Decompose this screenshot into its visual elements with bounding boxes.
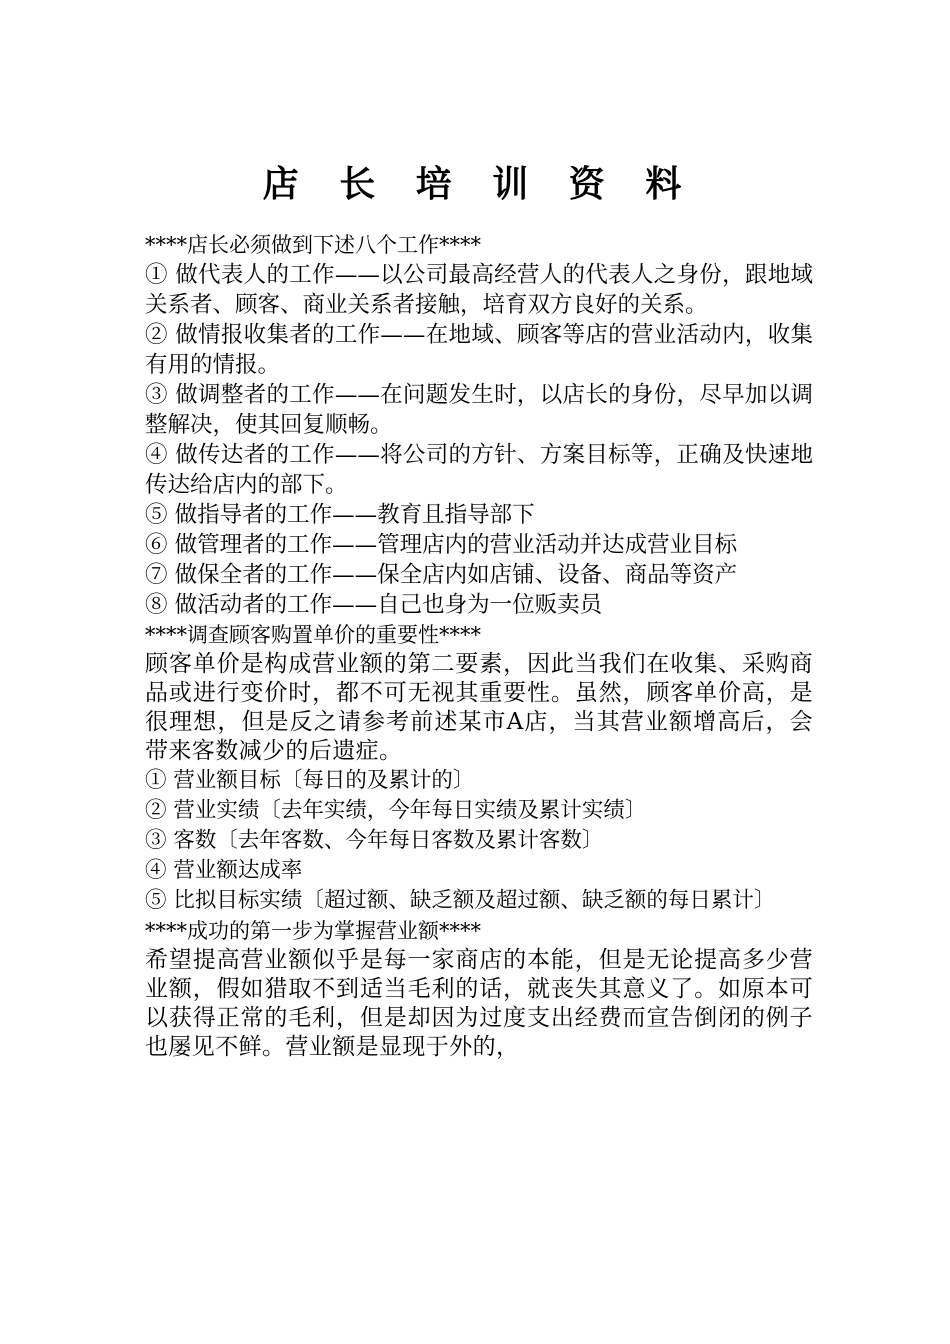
- document-title: 店 长 培 训 资 料: [262, 163, 696, 205]
- metric-item-1: ① 营业额目标〔每日的及累计的〕: [145, 768, 475, 793]
- metric-item-3: ③ 客数〔去年客数、今年每日客数及累计客数〕: [145, 828, 604, 853]
- metric-item-2: ② 营业实绩〔去年实绩，今年每日实绩及累计实绩〕: [145, 798, 647, 823]
- duty-item-8: ⑧ 做活动者的工作——自己也身为一位贩卖员: [145, 592, 603, 618]
- section-heading-sales: ****成功的第一步为掌握营业额****: [145, 919, 481, 943]
- duty-item-6: ⑥ 做管理者的工作——管理店内的营业活动并达成营业目标: [145, 532, 738, 558]
- duty-item-5: ⑤ 做指导者的工作——教育且指导部下: [145, 502, 535, 528]
- duty-item-4: ④ 做传达者的工作——将公司的方针、方案目标等，正确及快速地传达给店内的部下。: [145, 442, 813, 498]
- metric-item-5: ⑤ 比拟目标实绩〔超过额、缺乏额及超过额、缺乏额的每日累计〕: [145, 888, 776, 913]
- section-heading-duties: ****店长必须做到下述八个工作****: [145, 233, 481, 257]
- duty-item-7: ⑦ 做保全者的工作——保全店内如店铺、设备、商品等资产: [145, 562, 738, 588]
- duty-item-2: ② 做情报收集者的工作——在地域、顾客等店的营业活动内，收集有用的情报。: [145, 322, 813, 378]
- section-heading-unit-price: ****调查顾客购置单价的重要性****: [145, 623, 481, 647]
- duty-item-3: ③ 做调整者的工作——在问题发生时，以店长的身份，尽早加以调整解决，使其回复顺畅。: [145, 382, 813, 438]
- duty-item-1: ① 做代表人的工作——以公司最高经营人的代表人之身份，跟地域关系者、顾客、商业关系者接触，培育双方良好的关系。: [145, 262, 813, 318]
- document-page: [145, 160, 813, 1062]
- metric-item-4: ④ 营业额达成率: [145, 858, 303, 883]
- unit-price-paragraph: 顾客单价是构成营业额的第二要素，因此当我们在收集、采购商品或进行变价时，都不可无视其重要性。虽然，顾客单价高，是很理想，但是反之请参考前述某市A店，当其营业额增高后，会带来客数减少的后遗症。: [145, 651, 813, 764]
- sales-paragraph: 希望提高营业额似乎是每一家商店的本能，但是无论提高多少营业额，假如猎取不到适当毛利的话，就丧失其意义了。如原本可以获得正常的毛利，但是却因为过度支出经费而宣告倒闭的例子也屡见不鲜。营业额是显现于外的，: [145, 947, 813, 1060]
